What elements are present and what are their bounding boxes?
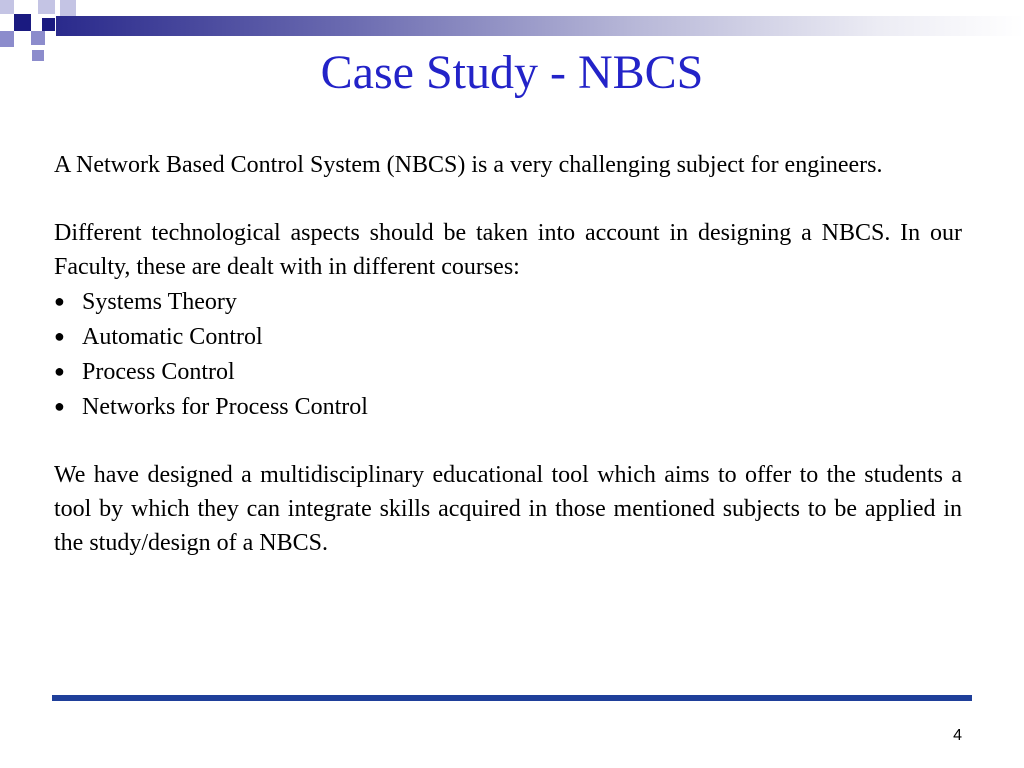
paragraph-gap [54, 182, 962, 216]
conclusion-paragraph: We have designed a multidisciplinary educational tool which aims to offer to the students a tool by which they can integrate skills acquired in those mentioned subjects to be applied in the study/design of a NBCS. [54, 462, 962, 556]
bullet-icon: ● [54, 291, 65, 311]
decor-square-light-1 [0, 0, 14, 14]
footer-rule [52, 695, 972, 701]
decor-square-mid-2 [31, 31, 45, 45]
bullet-icon: ● [54, 326, 65, 346]
decor-square-navy-2 [42, 18, 55, 31]
slide-title: Case Study - NBCS [320, 46, 704, 99]
list-item [54, 284, 962, 319]
paragraph-gap [54, 424, 962, 458]
list-item [54, 389, 962, 424]
bullet-icon: ● [54, 361, 65, 381]
slide-body [54, 148, 962, 560]
page-number: 4 [953, 727, 962, 744]
decor-square-light-3 [60, 0, 76, 16]
intro-paragraph: A Network Based Control System (NBCS) is a very challenging subject for engineers. [54, 152, 883, 178]
course-list [54, 284, 962, 424]
aspects-paragraph: Different technological aspects should be taken into account in designing a NBCS. In our Faculty, these are dealt with in different courses: [54, 220, 962, 280]
course-label: Process Control [82, 359, 235, 385]
list-item [54, 319, 962, 354]
bullet-icon: ● [54, 396, 65, 416]
decor-square-navy [14, 14, 31, 31]
course-label: Automatic Control [82, 324, 263, 350]
course-label: Systems Theory [82, 289, 237, 315]
course-label: Networks for Process Control [82, 394, 368, 420]
decor-square-light-2 [38, 0, 55, 14]
header-gradient-bar [56, 16, 1024, 36]
list-item [54, 354, 962, 389]
